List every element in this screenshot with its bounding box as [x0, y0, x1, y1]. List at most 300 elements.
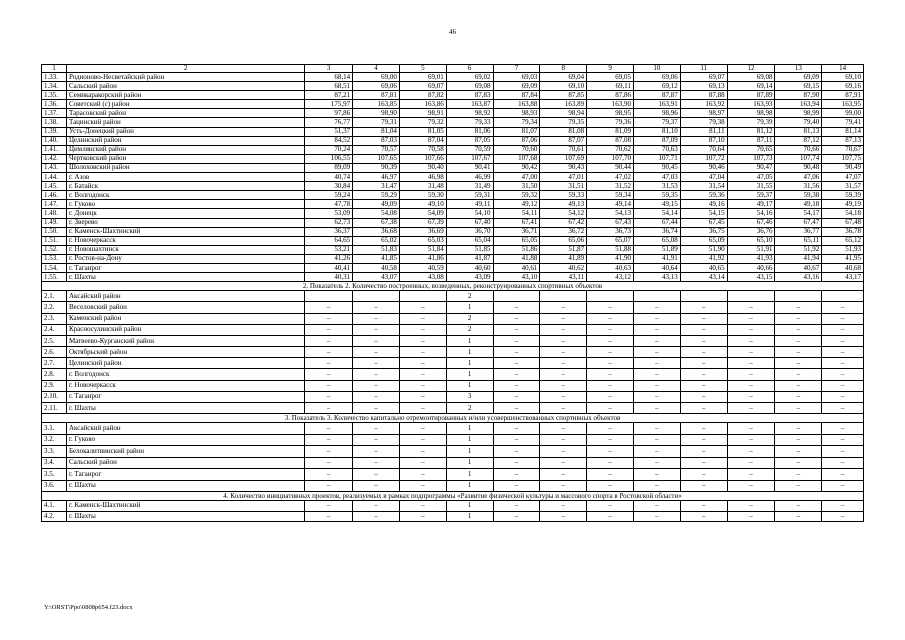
value-cell: 65,10	[727, 236, 775, 245]
value-cell: 98,93	[493, 109, 540, 118]
value-cell: –	[587, 302, 634, 313]
value-cell: 36,69	[399, 227, 446, 236]
value-cell: 76,77	[305, 118, 353, 127]
section-title: 4. Количество инициативных проектов, реализуемых в рамках подпрограммы «Развитие физической культуры и массового спорта в Ростовской области»	[42, 492, 864, 501]
value-cell: 69,00	[353, 73, 400, 82]
value-cell: 41,86	[399, 254, 446, 263]
value-cell: –	[305, 511, 353, 522]
value-cell: 49,14	[587, 200, 634, 209]
value-cell: 90,49	[822, 163, 864, 172]
row-number-cell: 2.5.	[42, 335, 67, 346]
table-row	[42, 391, 864, 402]
value-cell: 51,90	[680, 245, 727, 254]
territory-name-cell: г. Гуково	[66, 434, 304, 446]
value-cell: –	[493, 358, 540, 369]
value-cell: 40,61	[493, 263, 540, 272]
value-cell: 43,14	[680, 273, 727, 282]
table-row	[42, 100, 864, 109]
value-cell: 43,12	[587, 273, 634, 282]
value-cell: 59,31	[446, 191, 493, 200]
value-cell: –	[775, 313, 822, 324]
value-cell: 40,62	[540, 263, 587, 272]
value-cell: 163,95	[822, 100, 864, 109]
value-cell: 67,40	[446, 218, 493, 227]
value-cell: 98,92	[446, 109, 493, 118]
value-cell: 99,00	[822, 109, 864, 118]
value-cell: 46,97	[353, 173, 400, 182]
section-title: 2. Показатель 2. Количество построенных, возведенных, реконструированных спортивных объектов	[42, 282, 864, 291]
value-cell: 69,12	[633, 82, 680, 91]
value-cell: 41,95	[822, 254, 864, 263]
value-cell: –	[305, 380, 353, 391]
value-cell	[493, 291, 540, 302]
value-cell: –	[727, 469, 775, 481]
value-cell: –	[493, 501, 540, 512]
value-cell: 43,08	[399, 273, 446, 282]
value-cell: 62,73	[305, 218, 353, 227]
value-cell: –	[399, 434, 446, 446]
value-cell: –	[353, 434, 400, 446]
territory-name-cell: Веселовский район	[66, 302, 304, 313]
value-cell: –	[399, 369, 446, 380]
territory-name-cell: Сальский район	[66, 82, 304, 91]
territory-name-cell: г. Каменск-Шахтинский	[66, 227, 304, 236]
value-cell: 98,90	[353, 109, 400, 118]
value-cell: 65,03	[399, 236, 446, 245]
value-cell: 90,40	[399, 163, 446, 172]
value-cell	[399, 291, 446, 302]
row-number-cell: 3.6.	[42, 480, 67, 492]
value-cell: 31,48	[399, 182, 446, 191]
value-cell: –	[587, 391, 634, 402]
value-cell: –	[727, 369, 775, 380]
value-cell: –	[540, 423, 587, 435]
value-cell: 69,16	[822, 82, 864, 91]
value-cell: –	[540, 457, 587, 469]
territory-name-cell: Аксайский район	[66, 423, 304, 435]
territory-name-cell: г. Ростов-на-Дону	[66, 254, 304, 263]
value-cell: –	[727, 335, 775, 346]
value-cell: 98,96	[633, 109, 680, 118]
value-cell: 49,09	[353, 200, 400, 209]
column-header: 2	[66, 65, 304, 73]
value-cell: –	[775, 469, 822, 481]
value-cell: –	[353, 347, 400, 358]
value-cell: –	[727, 434, 775, 446]
value-cell: –	[493, 302, 540, 313]
value-cell	[775, 291, 822, 302]
value-cell: 79,36	[587, 118, 634, 127]
value-cell: –	[822, 403, 864, 414]
section-title-row	[42, 492, 864, 501]
value-cell: 59,39	[822, 191, 864, 200]
value-cell: 67,41	[493, 218, 540, 227]
value-cell: –	[540, 302, 587, 313]
value-cell: –	[540, 391, 587, 402]
value-cell: 36,70	[446, 227, 493, 236]
value-cell: –	[633, 347, 680, 358]
value-cell: 69,06	[353, 82, 400, 91]
row-number-cell: 2.10.	[42, 391, 67, 402]
row-number-cell: 1.51.	[42, 236, 67, 245]
value-cell: 1	[446, 380, 493, 391]
value-cell: 87,04	[399, 136, 446, 145]
value-cell: 31,57	[822, 182, 864, 191]
value-cell: 47,07	[822, 173, 864, 182]
value-cell: 43,15	[727, 273, 775, 282]
value-cell: –	[633, 511, 680, 522]
value-cell: –	[775, 380, 822, 391]
value-cell: 51,86	[493, 245, 540, 254]
value-cell: 36,73	[587, 227, 634, 236]
value-cell: 70,24	[305, 145, 353, 154]
row-number-cell: 2.3.	[42, 313, 67, 324]
value-cell: –	[587, 347, 634, 358]
column-header: 11	[680, 65, 727, 73]
value-cell: 163,90	[587, 100, 634, 109]
value-cell: 53,09	[305, 209, 353, 218]
value-cell: 163,94	[775, 100, 822, 109]
value-cell	[540, 291, 587, 302]
row-number-cell: 1.38.	[42, 118, 67, 127]
value-cell: –	[727, 313, 775, 324]
value-cell: 59,37	[727, 191, 775, 200]
value-cell: 67,46	[727, 218, 775, 227]
value-cell: 54,15	[680, 209, 727, 218]
value-cell	[727, 291, 775, 302]
table-row	[42, 313, 864, 324]
value-cell: –	[493, 369, 540, 380]
value-cell: 107,73	[727, 154, 775, 163]
value-cell: 70,65	[727, 145, 775, 154]
value-cell: 47,78	[305, 200, 353, 209]
value-cell: –	[587, 358, 634, 369]
territory-name-cell: г. Волгодонск	[66, 369, 304, 380]
value-cell: 70,63	[633, 145, 680, 154]
value-cell: –	[493, 423, 540, 435]
value-cell: 51,91	[727, 245, 775, 254]
territory-name-cell: г. Шахты	[66, 403, 304, 414]
value-cell: 40,74	[305, 173, 353, 182]
value-cell: –	[493, 511, 540, 522]
value-cell: 49,13	[540, 200, 587, 209]
territory-name-cell: Сальский район	[66, 457, 304, 469]
value-cell: 70,60	[493, 145, 540, 154]
value-cell: 36,71	[493, 227, 540, 236]
territory-name-cell: Семикаракорский район	[66, 91, 304, 100]
value-cell: 59,36	[680, 191, 727, 200]
value-cell: 1	[446, 369, 493, 380]
row-number-cell: 1.47.	[42, 200, 67, 209]
value-cell: 79,31	[353, 118, 400, 127]
value-cell: 65,04	[446, 236, 493, 245]
row-number-cell: 3.3.	[42, 446, 67, 458]
value-cell: 2	[446, 403, 493, 414]
value-cell: 2	[446, 313, 493, 324]
territory-name-cell: г. Шахты	[66, 480, 304, 492]
value-cell: 41,94	[775, 254, 822, 263]
column-header: 5	[399, 65, 446, 73]
value-cell: 107,67	[446, 154, 493, 163]
value-cell: 43,07	[353, 273, 400, 282]
value-cell: –	[680, 480, 727, 492]
value-cell: –	[727, 423, 775, 435]
value-cell: –	[633, 324, 680, 335]
value-cell: 51,92	[775, 245, 822, 254]
value-cell: 1	[446, 358, 493, 369]
value-cell: –	[540, 335, 587, 346]
value-cell: –	[399, 302, 446, 313]
value-cell: 90,42	[493, 163, 540, 172]
table-row	[42, 236, 864, 245]
value-cell: –	[822, 324, 864, 335]
value-cell: 87,06	[493, 136, 540, 145]
value-cell: –	[680, 358, 727, 369]
value-cell: –	[493, 380, 540, 391]
value-cell: –	[775, 369, 822, 380]
table-row	[42, 511, 864, 522]
row-number-cell: 1.49.	[42, 218, 67, 227]
value-cell: –	[305, 324, 353, 335]
value-cell: 68,51	[305, 82, 353, 91]
value-cell: 51,83	[353, 245, 400, 254]
value-cell: 70,62	[587, 145, 634, 154]
value-cell: 70,58	[399, 145, 446, 154]
value-cell: 2	[446, 291, 493, 302]
value-cell: 87,82	[399, 91, 446, 100]
territory-name-cell: Белокалитвинский район	[66, 446, 304, 458]
table-row	[42, 457, 864, 469]
value-cell: 69,07	[680, 73, 727, 82]
row-number-cell: 1.41.	[42, 145, 67, 154]
value-cell: –	[540, 446, 587, 458]
value-cell: –	[305, 302, 353, 313]
value-cell: 40,60	[446, 263, 493, 272]
value-cell: –	[633, 469, 680, 481]
value-cell: –	[587, 446, 634, 458]
value-cell: 43,17	[822, 273, 864, 282]
value-cell: 69,05	[587, 73, 634, 82]
value-cell: –	[353, 335, 400, 346]
value-cell: 98,95	[587, 109, 634, 118]
value-cell: –	[399, 391, 446, 402]
value-cell: –	[587, 313, 634, 324]
value-cell: –	[305, 457, 353, 469]
value-cell: –	[822, 369, 864, 380]
row-number-cell: 1.34.	[42, 82, 67, 91]
value-cell: 51,87	[540, 245, 587, 254]
value-cell: –	[822, 469, 864, 481]
value-cell: –	[353, 324, 400, 335]
value-cell: –	[775, 511, 822, 522]
value-cell: –	[727, 511, 775, 522]
table-row	[42, 423, 864, 435]
territory-name-cell: г. Шахты	[66, 511, 304, 522]
value-cell: 107,68	[493, 154, 540, 163]
value-cell: 49,11	[446, 200, 493, 209]
value-cell: –	[587, 469, 634, 481]
value-cell: –	[822, 446, 864, 458]
value-cell: 107,71	[633, 154, 680, 163]
value-cell: –	[353, 380, 400, 391]
value-cell: 65,09	[680, 236, 727, 245]
value-cell: 47,02	[587, 173, 634, 182]
value-cell: –	[540, 358, 587, 369]
value-cell: –	[633, 446, 680, 458]
value-cell: 84,52	[305, 136, 353, 145]
value-cell: 49,12	[493, 200, 540, 209]
value-cell: 51,93	[822, 245, 864, 254]
table-row	[42, 480, 864, 492]
value-cell: –	[775, 347, 822, 358]
value-cell: –	[727, 324, 775, 335]
value-cell: –	[587, 324, 634, 335]
table-row	[42, 469, 864, 481]
value-cell: 107,66	[399, 154, 446, 163]
value-cell: 65,11	[775, 236, 822, 245]
value-cell: 67,47	[775, 218, 822, 227]
value-cell: 98,98	[727, 109, 775, 118]
territory-name-cell: г. Донецк	[66, 209, 304, 218]
value-cell: 70,64	[680, 145, 727, 154]
value-cell: 30,84	[305, 182, 353, 191]
column-header: 7	[493, 65, 540, 73]
value-cell: –	[540, 369, 587, 380]
value-cell: 36,68	[353, 227, 400, 236]
table-row	[42, 403, 864, 414]
value-cell: –	[775, 335, 822, 346]
value-cell: 31,52	[587, 182, 634, 191]
value-cell: –	[353, 358, 400, 369]
value-cell: –	[493, 480, 540, 492]
territory-name-cell: г. Батайск	[66, 182, 304, 191]
value-cell: –	[822, 423, 864, 435]
value-cell: –	[822, 335, 864, 346]
value-cell: 163,91	[633, 100, 680, 109]
table-row	[42, 358, 864, 369]
row-number-cell: 2.1.	[42, 291, 67, 302]
value-cell: –	[587, 511, 634, 522]
value-cell: 49,17	[727, 200, 775, 209]
table-row	[42, 209, 864, 218]
row-number-cell: 1.52.	[42, 245, 67, 254]
value-cell: 46,98	[399, 173, 446, 182]
value-cell: –	[775, 423, 822, 435]
value-cell: 41,87	[446, 254, 493, 263]
row-number-cell: 1.40.	[42, 136, 67, 145]
column-header: 4	[353, 65, 400, 73]
row-number-cell: 1.42.	[42, 154, 67, 163]
row-number-cell: 2.11.	[42, 403, 67, 414]
value-cell: 40,64	[633, 263, 680, 272]
value-cell: –	[353, 369, 400, 380]
value-cell: 163,85	[353, 100, 400, 109]
row-number-cell: 4.2.	[42, 511, 67, 522]
value-cell: –	[540, 480, 587, 492]
value-cell: 67,39	[399, 218, 446, 227]
table-row	[42, 173, 864, 182]
value-cell: 1	[446, 347, 493, 358]
table-row	[42, 501, 864, 512]
value-cell: 65,06	[540, 236, 587, 245]
territory-name-cell: г. Новошахтинск	[66, 245, 304, 254]
value-cell: 51,88	[587, 245, 634, 254]
value-cell: 81,05	[399, 127, 446, 136]
value-cell: 107,74	[775, 154, 822, 163]
value-cell: –	[305, 369, 353, 380]
row-number-cell: 3.4.	[42, 457, 67, 469]
column-header: 14	[822, 65, 864, 73]
value-cell: 43,11	[540, 273, 587, 282]
value-cell: 163,88	[493, 100, 540, 109]
value-cell: 1	[446, 511, 493, 522]
value-cell: –	[727, 480, 775, 492]
value-cell: –	[493, 403, 540, 414]
value-cell: 87,91	[822, 91, 864, 100]
value-cell: 65,12	[822, 236, 864, 245]
value-cell: 68,14	[305, 73, 353, 82]
territory-name-cell: г. Таганрог	[66, 469, 304, 481]
value-cell: 51,84	[399, 245, 446, 254]
value-cell: 2	[446, 324, 493, 335]
value-cell: –	[633, 380, 680, 391]
row-number-cell: 2.2.	[42, 302, 67, 313]
value-cell: 54,10	[446, 209, 493, 218]
value-cell: 43,13	[633, 273, 680, 282]
territory-name-cell: Тацинский район	[66, 118, 304, 127]
value-cell: 107,70	[587, 154, 634, 163]
value-cell: –	[633, 358, 680, 369]
value-cell: 79,35	[540, 118, 587, 127]
value-cell: –	[680, 511, 727, 522]
value-cell: 64,65	[305, 236, 353, 245]
value-cell: 47,03	[633, 173, 680, 182]
value-cell: 87,84	[493, 91, 540, 100]
table-row	[42, 273, 864, 282]
value-cell	[680, 291, 727, 302]
value-cell: –	[822, 511, 864, 522]
row-number-cell: 1.36.	[42, 100, 67, 109]
territory-name-cell: г. Шахты	[66, 273, 304, 282]
value-cell: 41,92	[680, 254, 727, 263]
section-title: 3. Показатель 3. Количество капитально отремонтированных и/или усовершенствованных спортивных объектов	[42, 414, 864, 423]
value-cell: 69,11	[587, 82, 634, 91]
value-cell: 69,04	[540, 73, 587, 82]
value-cell: –	[680, 501, 727, 512]
value-cell: –	[680, 446, 727, 458]
table-row	[42, 200, 864, 209]
value-cell: 81,04	[353, 127, 400, 136]
value-cell: 54,17	[775, 209, 822, 218]
table-row	[42, 369, 864, 380]
value-cell: 59,29	[353, 191, 400, 200]
value-cell: –	[587, 369, 634, 380]
value-cell: 163,92	[680, 100, 727, 109]
territory-name-cell: г. Каменск-Шахтинский	[66, 501, 304, 512]
territory-name-cell: г. Волгодонск	[66, 191, 304, 200]
value-cell: –	[680, 391, 727, 402]
value-cell: 81,11	[680, 127, 727, 136]
value-cell: 87,07	[540, 136, 587, 145]
value-cell: 40,63	[587, 263, 634, 272]
value-cell: –	[775, 457, 822, 469]
value-cell: 90,44	[587, 163, 634, 172]
value-cell: –	[633, 391, 680, 402]
row-number-cell: 2.6.	[42, 347, 67, 358]
value-cell: –	[775, 480, 822, 492]
row-number-cell: 1.50.	[42, 227, 67, 236]
column-header: 6	[446, 65, 493, 73]
